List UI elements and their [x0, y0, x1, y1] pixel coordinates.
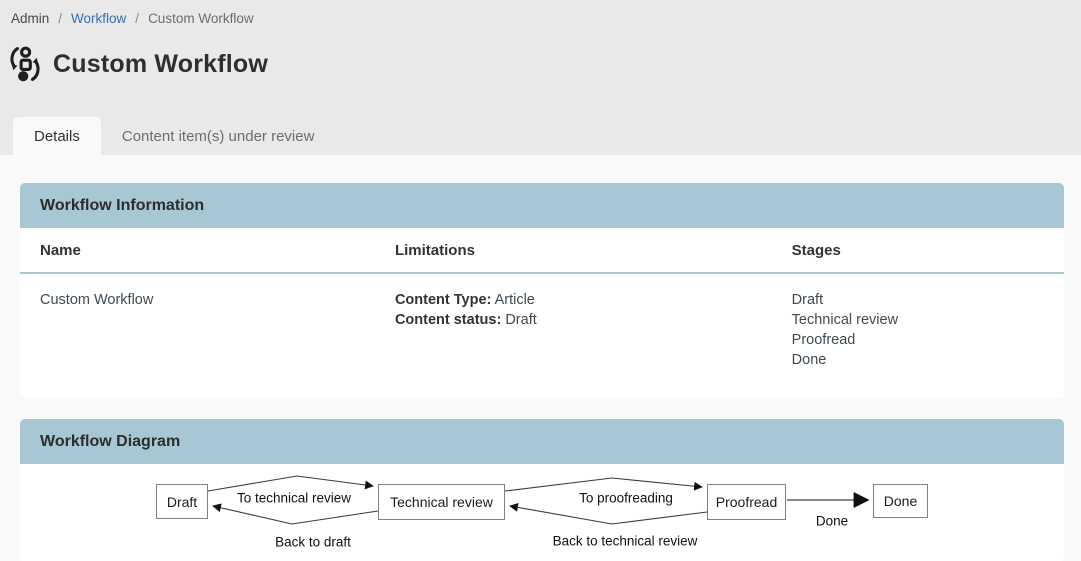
cell-name: Custom Workflow [40, 292, 154, 308]
workflow-information-header: Workflow Information [20, 183, 1064, 228]
workflow-diagram-header: Workflow Diagram [20, 419, 1064, 464]
stage-item: Draft [791, 292, 824, 308]
breadcrumb-item-admin[interactable]: Admin [11, 11, 50, 26]
breadcrumb [0, 0, 1081, 26]
limitation-value: Draft [505, 312, 537, 328]
workflow-icon [8, 46, 42, 82]
transition-label-back-to-draft: Back to draft [275, 534, 351, 550]
state-box-draft[interactable]: Draft [156, 484, 208, 519]
transition-label-back-to-technical-review: Back to technical review [552, 533, 698, 549]
state-box-done[interactable]: Done [873, 484, 928, 518]
table-header-row [20, 228, 1064, 273]
breadcrumb-separator: / [58, 11, 63, 26]
arrow-technical-review-to-draft [213, 506, 378, 524]
arrow-proofread-to-technical-review [510, 506, 707, 524]
breadcrumb-item-current: Custom Workflow [148, 11, 254, 26]
tab-bar [0, 117, 1081, 155]
stage-item: Proofread [791, 332, 856, 348]
page-title: Custom Workflow [53, 49, 269, 78]
top-header [0, 0, 1081, 155]
transition-label-to-proofreading: To proofreading [579, 490, 673, 506]
workflow-information-table [20, 228, 1064, 398]
transition-label-to-technical-review: To technical review [236, 490, 352, 506]
workflow-diagram-canvas[interactable] [20, 464, 1064, 561]
column-header-name: Name [20, 228, 375, 273]
stage-item: Done [791, 352, 827, 368]
workflow-diagram-panel [20, 419, 1064, 561]
cell-stages [772, 273, 1064, 398]
column-header-limitations: Limitations [375, 228, 772, 273]
tab-details[interactable]: Details [13, 117, 101, 155]
state-box-technical-review[interactable]: Technical review [378, 484, 505, 520]
limitation-content-status [395, 310, 752, 330]
arrow-draft-to-technical-review [208, 476, 373, 491]
column-header-stages: Stages [772, 228, 1064, 273]
limitation-label: Content Type: [394, 292, 492, 308]
workflow-information-panel [20, 183, 1064, 398]
limitation-content-type [395, 290, 752, 310]
page-title-row [0, 26, 1081, 82]
transition-label-done: Done [815, 513, 849, 529]
stage-item: Technical review [791, 312, 899, 328]
cell-limitations [375, 273, 772, 398]
arrow-technical-review-to-proofread [505, 478, 702, 491]
breadcrumb-item-workflow[interactable]: Workflow [71, 11, 127, 26]
table-row [20, 273, 1064, 398]
limitation-value: Article [494, 292, 535, 308]
tab-content-items-under-review[interactable]: Content item(s) under review [121, 127, 315, 145]
limitation-label: Content status: [394, 312, 502, 328]
breadcrumb-separator: / [135, 11, 140, 26]
state-box-proofread[interactable]: Proofread [707, 484, 786, 520]
